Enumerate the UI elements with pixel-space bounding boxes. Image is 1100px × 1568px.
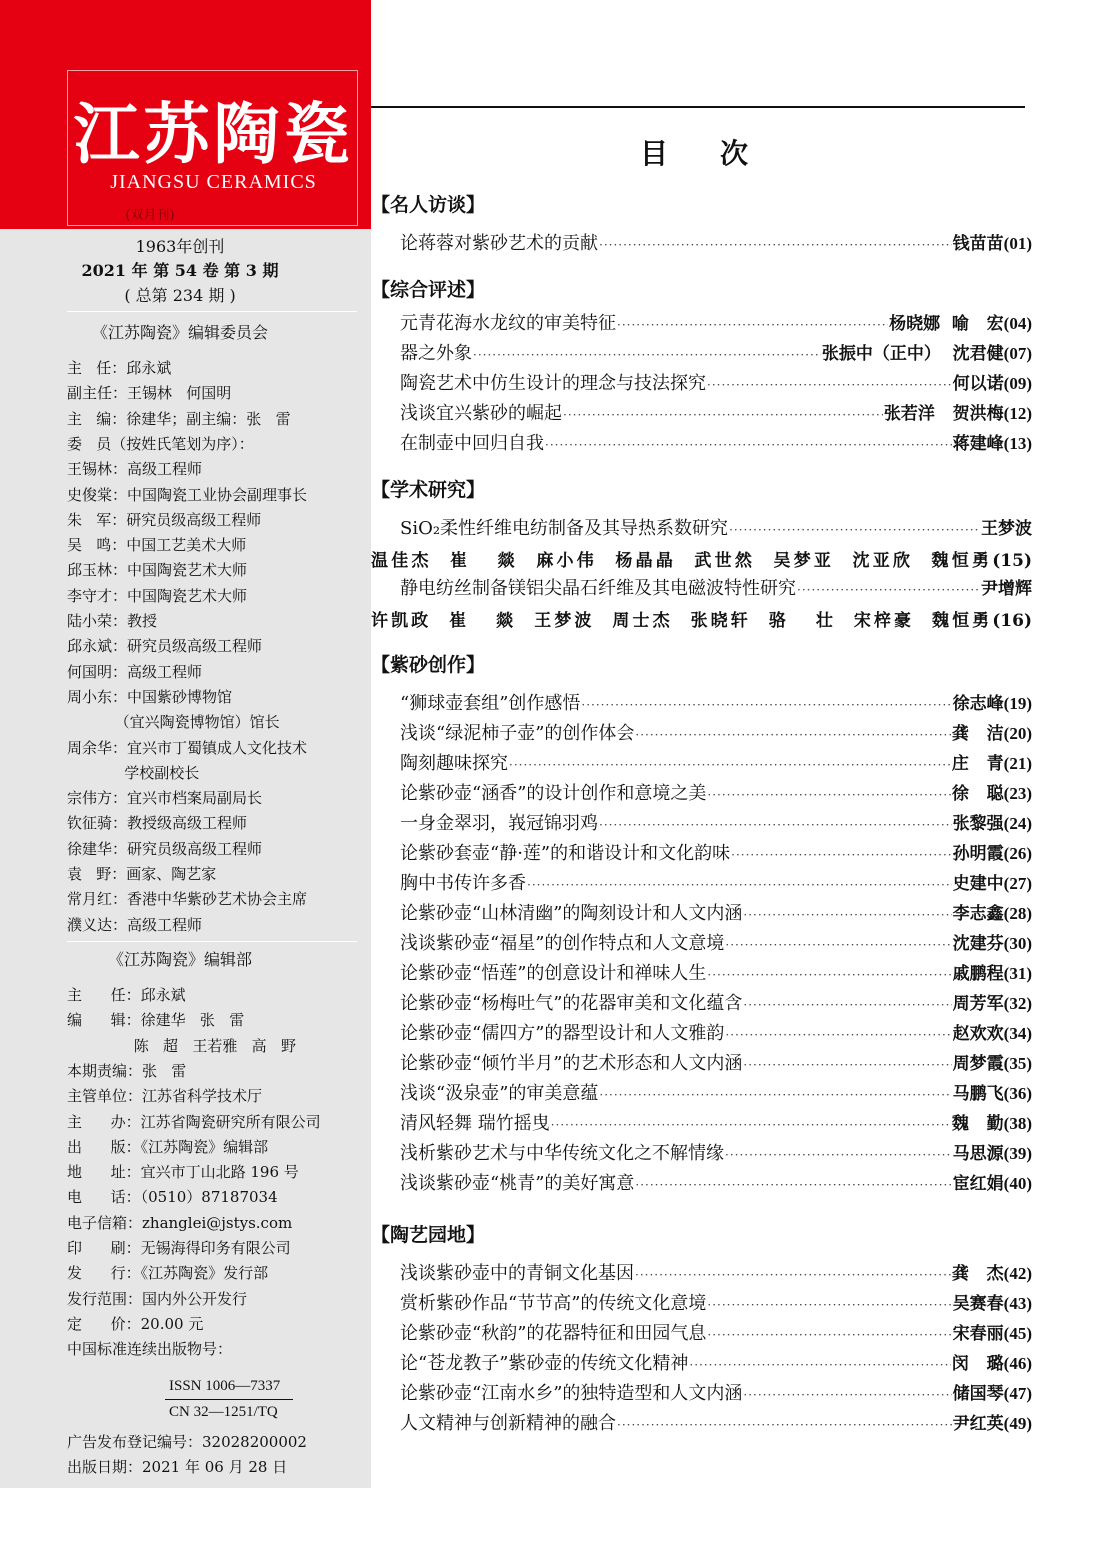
masthead-line: 主 任：邱永斌: [67, 359, 172, 377]
entry-page: (07): [1003, 344, 1032, 363]
toc-entry[interactable]: [400, 574, 1032, 604]
dot-leader: [707, 1328, 951, 1342]
toc-entry[interactable]: [400, 1289, 1032, 1319]
entry-page: (13): [1003, 434, 1032, 453]
issue-info: 2021 年 第 54 卷 第 3 期: [81, 261, 279, 280]
masthead-line: 周小东：中国紫砂博物馆: [67, 687, 233, 706]
entry-author: 徐 聪: [951, 784, 1004, 804]
entry-title: 元青花海水龙纹的审美特征: [400, 313, 616, 334]
masthead-line: 袁 野：画家、陶艺家: [67, 865, 217, 883]
entry-author: 宦红娟: [952, 1174, 1004, 1194]
dot-leader: [599, 1088, 951, 1102]
entry-title: 浅谈紫砂壶中的青铜文化基因: [400, 1263, 634, 1284]
entry-author: 储国琴: [952, 1384, 1004, 1404]
dot-leader: [707, 788, 951, 802]
entry-title: 论紫砂壶“儒四方”的器型设计和人文雅韵: [400, 1023, 725, 1044]
entry-author: 马思源: [952, 1144, 1004, 1164]
masthead-line: 徐建华：研究员级高级工程师: [67, 839, 263, 858]
entry-title: 陶刻趣味探究: [400, 753, 508, 774]
entry-author: 庄 青: [951, 754, 1004, 774]
entry-title: 浅谈“绿泥柿子壶”的创作体会: [400, 723, 635, 744]
masthead-sidebar: [0, 0, 371, 1488]
toc-entry[interactable]: [400, 1109, 1032, 1139]
entry-title: SiO₂柔性纤维电纺制备及其导热系数研究: [400, 518, 729, 539]
issn-number: ISSN 1006—7337: [169, 1378, 281, 1394]
dot-leader: [689, 1358, 951, 1372]
dot-leader: [707, 378, 952, 392]
entry-author: 沈建芬: [952, 934, 1004, 954]
toc-entry[interactable]: [400, 1319, 1032, 1349]
entry-page: (19): [1003, 694, 1032, 713]
entry-author: 龚 杰: [951, 1264, 1004, 1284]
masthead-line: 印 刷：无锡海得印务有限公司: [67, 1239, 291, 1257]
masthead-line: 发 行：《江苏陶瓷》发行部: [67, 1264, 269, 1283]
masthead-line: 主管单位：江苏省科学技术厅: [67, 1087, 263, 1106]
toc-entry[interactable]: [400, 339, 1032, 369]
entry-author: 孙明霞: [952, 844, 1004, 864]
entry-page: (04): [1003, 314, 1032, 333]
entry-author: 徐志峰: [952, 694, 1004, 714]
entry-author: 龚 洁: [951, 724, 1004, 744]
entry-title: 论蒋蓉对紫砂艺术的贡献: [400, 233, 598, 254]
masthead-line: 副主任：王锡林 何国明: [67, 384, 232, 403]
entry-author: 何以诺: [952, 374, 1004, 394]
toc-entry[interactable]: [400, 1139, 1032, 1169]
toc-entry[interactable]: [400, 399, 1032, 429]
entry-page: (40): [1003, 1174, 1032, 1193]
entry-page: (01): [1003, 234, 1032, 253]
dot-leader: [797, 583, 980, 597]
entry-page: (12): [1003, 404, 1032, 423]
masthead-line: 濮义达：高级工程师: [67, 915, 203, 934]
divider: [67, 941, 357, 942]
toc-entry[interactable]: [400, 1349, 1032, 1379]
entry-page: (38): [1003, 1114, 1032, 1133]
entry-authors-continued: 温佳杰 崔 燚 麻小伟 杨晶晶 武世然 吴梦亚 沈亚欣 魏恒勇(15): [371, 551, 1032, 571]
toc-entry[interactable]: [400, 429, 1032, 459]
masthead-line: 邱永斌：研究员级高级工程师: [67, 637, 263, 656]
toc-entry[interactable]: [400, 719, 1032, 749]
masthead-line: 王锡林：高级工程师: [67, 460, 203, 479]
masthead-line: 何国明：高级工程师: [67, 662, 203, 681]
masthead-line: 主 编：徐建华；副主编：张 雷: [67, 409, 291, 428]
masthead-line: 周余华：宜兴市丁蜀镇成人文化技术: [67, 738, 308, 757]
toc-entry[interactable]: [400, 899, 1032, 929]
entry-title: 一身金翠羽，峩冠锦羽鸡: [400, 813, 598, 834]
entry-title: 浅谈紫砂壶“桃青”的美好寓意: [400, 1173, 635, 1194]
toc-title: 目次: [640, 137, 801, 170]
masthead-line: 钦征骑：教授级高级工程师: [67, 814, 248, 833]
toc-entry[interactable]: [400, 929, 1032, 959]
masthead-line: 定 价：20.00 元: [67, 1314, 204, 1333]
entry-author: 魏 勤: [951, 1114, 1004, 1134]
entry-page: (34): [1003, 1024, 1032, 1043]
entry-page: (31): [1003, 964, 1032, 983]
header-rule: [371, 106, 1025, 108]
dot-leader: [551, 1118, 951, 1132]
entry-title: 清风轻舞 瑞竹摇曳: [400, 1113, 550, 1134]
founded-year: 1963年创刊: [135, 237, 225, 256]
entry-page: (39): [1003, 1144, 1032, 1163]
entry-author: 吴赛春: [952, 1294, 1004, 1314]
entry-page: (28): [1003, 904, 1032, 923]
issn-rule: [165, 1399, 293, 1400]
dot-leader: [725, 1028, 951, 1042]
entry-page: (24): [1003, 814, 1032, 833]
dot-leader: [473, 348, 821, 362]
entry-authors-continued: 许凯政 崔 燚 王梦波 周士杰 张晓轩 骆 壮 宋梓豪 魏恒勇(16): [371, 611, 1032, 631]
entry-title: 论“苍龙教子”紫砂壶的传统文化精神: [400, 1353, 689, 1374]
entry-page: (26): [1003, 844, 1032, 863]
toc-entry[interactable]: [400, 1079, 1032, 1109]
toc-entry[interactable]: [400, 1169, 1032, 1199]
entry-page: (21): [1003, 754, 1032, 773]
toc-entry[interactable]: [400, 749, 1032, 779]
entry-title: 论紫砂壶“秋韵”的花器特征和田园气息: [400, 1323, 707, 1344]
section-heading: 【陶艺园地】: [371, 1224, 486, 1246]
entry-author: 周芳军: [952, 994, 1004, 1014]
entry-title: 浅谈“汲泉壶”的审美意蕴: [400, 1083, 599, 1104]
entry-title: 器之外象: [400, 343, 472, 364]
section-heading: 【学术研究】: [371, 479, 486, 501]
entry-title: 在制壶中回归自我: [400, 433, 544, 454]
toc-entry[interactable]: [400, 839, 1032, 869]
masthead-line: （宜兴陶瓷博物馆）馆长: [67, 713, 280, 732]
masthead-line: 地 址：宜兴市丁山北路 196 号: [67, 1163, 299, 1182]
entry-page: (46): [1003, 1354, 1032, 1373]
entry-author: 史建中: [952, 874, 1004, 894]
entry-author: 李志鑫: [952, 904, 1004, 924]
ad-license: 广告发布登记编号：32028200002: [67, 1433, 307, 1451]
dot-leader: [743, 1388, 951, 1402]
journal-frequency: (双月刊): [125, 208, 175, 223]
masthead-line: 邱玉林：中国陶瓷艺术大师: [67, 561, 248, 580]
masthead-line: 李守才：中国陶瓷艺术大师: [67, 586, 248, 605]
publication-date: 出版日期：2021 年 06 月 28 日: [67, 1458, 288, 1476]
entry-page: (09): [1003, 374, 1032, 393]
masthead-line: 吴 鸣：中国工艺美术大师: [67, 536, 247, 555]
toc-entry[interactable]: [400, 1019, 1032, 1049]
dot-leader: [581, 698, 951, 712]
section-heading: 【综合评述】: [371, 279, 486, 301]
dot-leader: [729, 523, 980, 537]
masthead-line: 编 辑：徐建华 张 雷: [67, 1011, 245, 1030]
masthead-line: 出 版：《江苏陶瓷》编辑部: [67, 1137, 269, 1156]
toc-entry[interactable]: [400, 869, 1032, 899]
entry-title: 浅析紫砂艺术与中华传统文化之不解情缘: [400, 1143, 724, 1164]
entry-author: 钱苗苗: [952, 234, 1004, 254]
entry-title: 论紫砂壶“山林清幽”的陶刻设计和人文内涵: [400, 903, 743, 924]
entry-title: 静电纺丝制备镁铝尖晶石纤维及其电磁波特性研究: [400, 578, 796, 599]
entry-author: 戚鹏程: [952, 964, 1004, 984]
toc-entry[interactable]: [400, 989, 1032, 1019]
dot-leader: [743, 1058, 951, 1072]
dot-leader: [617, 318, 888, 332]
dot-leader: [743, 908, 951, 922]
section-heading: 【紫砂创作】: [371, 654, 486, 676]
section-heading: 【名人访谈】: [371, 194, 486, 216]
masthead-line: 宗伟方：宜兴市档案局副局长: [67, 789, 263, 808]
masthead-line: 陆小荣：教授: [67, 612, 158, 630]
entry-author: 马鹏飞: [952, 1084, 1004, 1104]
dot-leader: [599, 238, 952, 252]
entry-page: (30): [1003, 934, 1032, 953]
entry-page: (43): [1003, 1294, 1032, 1313]
divider: [67, 311, 357, 312]
toc-entry[interactable]: [400, 309, 1032, 339]
entry-title: 浅谈紫砂壶“福星”的创作特点和人文意境: [400, 933, 725, 954]
entry-title: 论紫砂壶“杨梅吐气”的花器审美和文化蕴含: [400, 993, 743, 1014]
masthead-line: 常月红：香港中华紫砂艺术协会主席: [67, 890, 308, 909]
toc-entry[interactable]: [400, 959, 1032, 989]
toc-entry[interactable]: [400, 1049, 1032, 1079]
entry-author: 周梦霞: [952, 1054, 1004, 1074]
dot-leader: [599, 818, 952, 832]
entry-title: 浅谈宜兴紫砂的崛起: [400, 403, 562, 424]
journal-logo: [67, 70, 358, 226]
masthead-line: 委 员（按姓氏笔划为序）：: [67, 434, 254, 453]
entry-title: 人文精神与创新精神的融合: [400, 1413, 616, 1434]
entry-page: (36): [1003, 1084, 1032, 1103]
toc-entry[interactable]: [400, 1409, 1032, 1439]
entry-page: (47): [1003, 1384, 1032, 1403]
masthead-line: 史俊棠：中国陶瓷工业协会副理事长: [67, 485, 308, 504]
entry-title: 胸中书传许多香: [400, 873, 526, 894]
entry-page: (20): [1003, 724, 1032, 743]
entry-author: 张若洋 贺洪梅: [883, 404, 1004, 424]
dot-leader: [635, 1178, 951, 1192]
dot-leader: [635, 728, 951, 742]
dot-leader: [635, 1268, 951, 1282]
entry-page: (32): [1003, 994, 1032, 1013]
dot-leader: [509, 758, 951, 772]
entry-title: 论紫砂壶“悟莲”的创意设计和禅味人生: [400, 963, 707, 984]
total-issue: ( 总第 234 期 ): [124, 286, 236, 305]
entry-title: 赏析紫砂作品“节节高”的传统文化意境: [400, 1293, 707, 1314]
dot-leader: [731, 848, 952, 862]
entry-title: 论紫砂壶“涵香”的设计创作和意境之美: [400, 783, 707, 804]
entry-author: 张黎强: [952, 814, 1004, 834]
entry-author: 闵 璐: [951, 1354, 1004, 1374]
journal-name-cn: 江苏陶瓷: [73, 95, 354, 173]
toc-entry[interactable]: [400, 1379, 1032, 1409]
entry-page: (45): [1003, 1324, 1032, 1343]
entry-author: 蒋建峰: [952, 434, 1004, 454]
masthead-line: 陈 超 王若雅 高 野: [67, 1036, 296, 1055]
masthead-line: 电 话：（0510）87187034: [67, 1188, 278, 1207]
entry-title: “狮球壶套组”创作感悟: [400, 693, 581, 714]
dot-leader: [563, 408, 883, 422]
entry-author: 杨晓娜 喻 宏: [889, 314, 1004, 334]
dot-leader: [725, 938, 951, 952]
entry-author: 尹增辉: [981, 579, 1032, 599]
toc-entry[interactable]: [400, 514, 1032, 544]
entry-title: 论紫砂壶“倾竹半月”的艺术形态和人文内涵: [400, 1053, 743, 1074]
toc-entry[interactable]: [400, 369, 1032, 399]
toc-entry[interactable]: [400, 779, 1032, 809]
entry-author: 张振中（正中） 沈君健: [821, 344, 1004, 364]
masthead-line: 主 办：江苏省陶瓷研究所有限公司: [67, 1112, 321, 1131]
entry-page: (23): [1003, 784, 1032, 803]
entry-title: 论紫砂套壶“静·莲”的和谐设计和文化韵味: [400, 843, 731, 864]
entry-author: 尹红英: [952, 1414, 1004, 1434]
entry-author: 王梦波: [981, 519, 1032, 539]
department-heading: 《江苏陶瓷》编辑部: [107, 950, 252, 969]
dot-leader: [545, 438, 952, 452]
toc-entry[interactable]: [400, 689, 1032, 719]
masthead-line: 中国标准连续出版物号：: [67, 1340, 233, 1359]
masthead-line: 电子信箱：zhanglei@jstys.com: [67, 1213, 293, 1232]
dot-leader: [743, 998, 951, 1012]
masthead-line: 朱 军：研究员级高级工程师: [67, 510, 262, 529]
entry-title: 论紫砂壶“江南水乡”的独特造型和人文内涵: [400, 1383, 743, 1404]
entry-page: (35): [1003, 1054, 1032, 1073]
entry-author: 宋春丽: [952, 1324, 1004, 1344]
dot-leader: [725, 1148, 952, 1162]
entry-author: 赵欢欢: [952, 1024, 1004, 1044]
toc-entry[interactable]: [400, 809, 1032, 839]
dot-leader: [707, 1298, 951, 1312]
toc-entry[interactable]: [400, 229, 1032, 259]
entry-title: 陶瓷艺术中仿生设计的理念与技法探究: [400, 373, 706, 394]
dot-leader: [707, 968, 951, 982]
entry-page: (27): [1003, 874, 1032, 893]
committee-heading: 《江苏陶瓷》编辑委员会: [91, 323, 268, 342]
masthead-line: 学校副校长: [67, 763, 200, 782]
journal-name-en: JIANGSU CERAMICS: [110, 171, 317, 193]
masthead-line: 本期责编：张 雷: [67, 1061, 187, 1080]
cn-number: CN 32—1251/TQ: [169, 1404, 278, 1420]
entry-page: (42): [1003, 1264, 1032, 1283]
dot-leader: [617, 1418, 952, 1432]
masthead-line: 主 任：邱永斌: [67, 986, 186, 1004]
entry-page: (49): [1003, 1414, 1032, 1433]
toc-entry[interactable]: [400, 1259, 1032, 1289]
dot-leader: [527, 878, 952, 892]
masthead-line: 发行范围：国内外公开发行: [67, 1289, 248, 1308]
